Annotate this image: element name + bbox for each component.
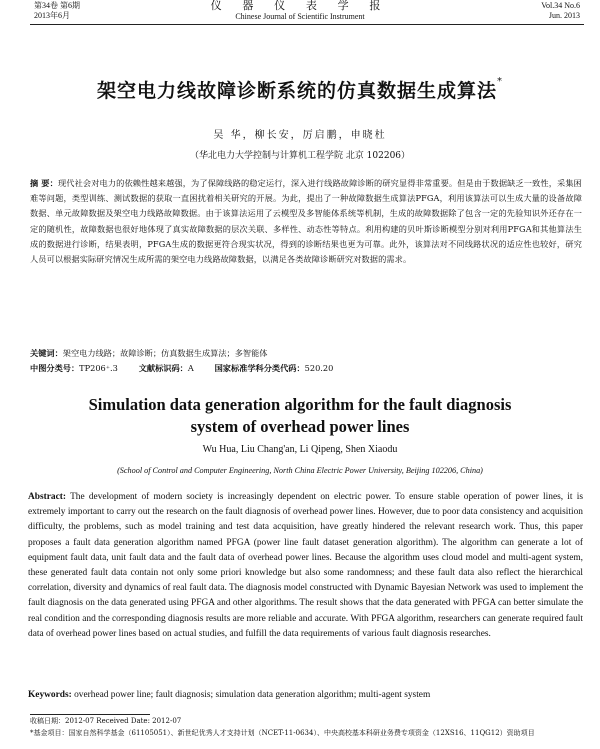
header-rule	[30, 24, 584, 25]
keywords-cn	[30, 348, 582, 359]
header-vol-no: Vol.34 No.6	[541, 1, 580, 10]
title-en-line1: Simulation data generation algorithm for the fault diagnosis	[88, 395, 512, 414]
header-date-cn: 2013年6月	[34, 11, 70, 20]
header-volume	[34, 1, 80, 21]
header-journal-cn: 仪 器 仪 表 学 报	[210, 0, 390, 12]
header-date-en: Jun. 2013	[548, 11, 580, 20]
abstract-en-text: The development of modern society is increasingly dependent on electric power. To ensure stable operation of power lines, it is extremely important to carry out the research on the fault diagnosis of overhead power lines. However, due to poor data consistency and acquisition difficulty, the problems, such as model training and test data acquisition, have greatly hindered the relevant research work. Thus, this paper proposes a fault data generation algorithm named PFGA (power line fault dataset generation algorithm). The algorithm can generate a lot of equipment fault data, unit fault data and the fault data of overhead power lines. Because the algorithm uses cloud model and multi-agent system, these generated fault data contain not only some priori knowledge but also some randomness; and these fault data also reflect the hierarchical correlation, diversity and dynamics of real fault data. The diagnosis model constructed with Dynamic Bayesian Network was used to implement the fault diagnosis on the data generated using PFGA and other algorithms. The result shows that the data generated with PFGA can better simulate the real condition and the corresponding diagnosis results are more reliable and accurate. With PFGA algorithm, researchers can generate required fault data of overhead power lines based on actual studies, and fulfill the data requirements of various fault diagnosis researches.	[28, 492, 583, 639]
keywords-en	[28, 690, 583, 700]
footnote-funding: *基金项目：国家自然科学基金（61105051）、新世纪优秀人才支持计划（NCET-11-0634）、中央高校基本科研业务费专项资金（12XS16、11QG12）资助项目	[30, 729, 535, 737]
header-journal-en: Chinese Journal of Scientific Instrument	[235, 12, 365, 21]
keywords-en-label: Keywords:	[28, 690, 72, 700]
clc-value: TP206⁺.3	[79, 363, 118, 373]
keywords-cn-text: 架空电力线路；故障诊断；仿真数据生成算法；多智能体	[62, 348, 268, 358]
subject-code-value: 520.20	[304, 363, 334, 373]
keywords-en-text: overhead power line; fault diagnosis; simulation data generation algorithm; multi-agent system	[74, 690, 431, 700]
classification-cn	[30, 363, 582, 374]
abstract-en-label: Abstract:	[28, 492, 67, 502]
affiliation-cn: （华北电力大学控制与计算机工程学院 北京 102206）	[189, 151, 411, 161]
keywords-cn-label: 关键词：	[30, 348, 63, 358]
doc-code-value: A	[187, 363, 194, 373]
header-journal	[180, 1, 420, 22]
abstract-en	[28, 490, 583, 642]
title-en-line2: system of overhead power lines	[190, 417, 410, 436]
abstract-cn-label: 摘 要：	[30, 178, 58, 188]
affiliation-en: (School of Control and Computer Engineering, North China Electric Power University, Beijing 102206, China)	[117, 466, 483, 475]
footnote-received: 收稿日期：2012-07 Received Date: 2012-07	[30, 717, 182, 725]
title-footnote-mark: *	[497, 76, 503, 87]
title-cn-text: 架空电力线故障诊断系统的仿真数据生成算法	[96, 80, 497, 102]
subject-code-label: 国家标准学科分类代码：	[214, 363, 305, 373]
header-volume-en	[541, 1, 580, 21]
running-header	[0, 0, 600, 24]
authors-en: Wu Hua, Liu Chang'an, Li Qipeng, Shen Xiaodu	[202, 444, 398, 455]
footnote-rule	[30, 714, 150, 715]
title-cn	[0, 76, 600, 103]
header-volume-issue: 第34卷 第6期	[34, 1, 80, 10]
abstract-cn	[30, 176, 582, 267]
title-en	[0, 394, 600, 438]
doc-code-label: 文献标识码：	[138, 363, 188, 373]
authors-cn: 吴 华，柳长安，厉启鹏，申晓杜	[213, 130, 387, 141]
clc-label: 中图分类号：	[30, 363, 80, 373]
abstract-cn-text: 现代社会对电力的依赖性越来越强，为了保障线路的稳定运行，深入进行线路故障诊断的研究显得非常重要。但是由于数据缺乏一致性，采集困难等问题，类型训练、测试数据的获取一直困扰着相关研究的开展。为此，提出了一种故障数据生成算法PFGA，利用该算法可以生成大量的设备故障数据、单元故障数据及架空电力线路故障数据。由于该算法运用了云模型及多智能体系统等机制，生成的故障数据除了包含一定的先验知识外还存在一定的随机性，故障数据也很好地体现了真实故障数据的层次关联、多样性、动态性等特点。利用构建的贝叶斯诊断模型分别对利用PFGA和其他算法生成的数据进行诊断，结果表明，PFGA生成的数据更符合现实状况，得到的诊断结果也更为可靠。此外，该算法对不同线路状况的适应性也较好，研究人员可以根据实际研究情况生成所需的架空电力线路故障数据，以满足各类故障诊断研究对数据的需求。	[30, 178, 582, 265]
